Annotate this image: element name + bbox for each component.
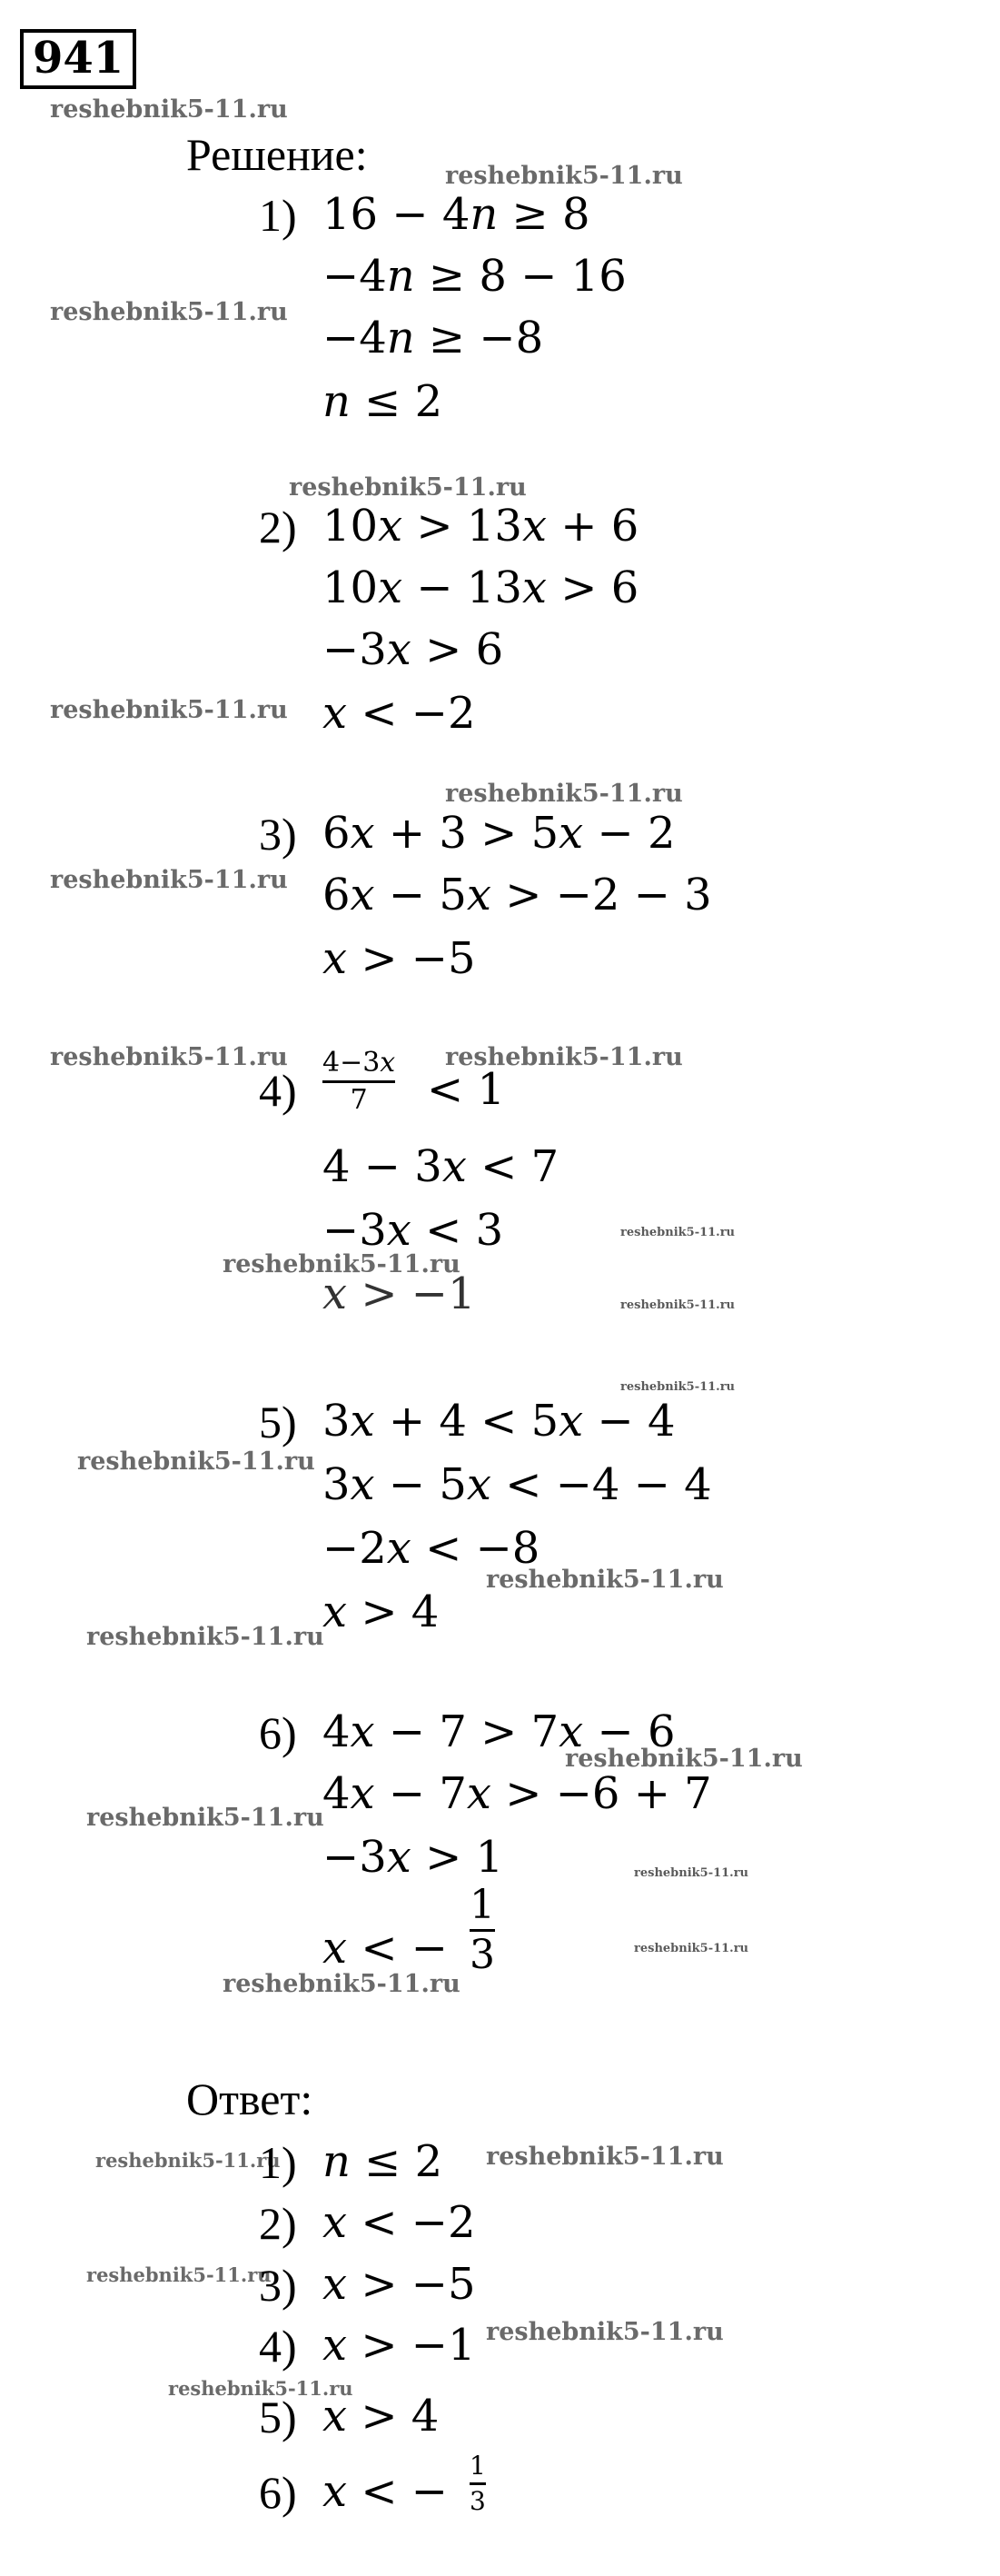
- fraction-numerator: 1: [470, 1882, 495, 1928]
- item-number: 6): [259, 1707, 297, 1758]
- math-line: 4 − 3𝑥 < 7: [322, 1141, 559, 1192]
- math-line: 3𝑥 − 5𝑥 < −4 − 4: [322, 1459, 712, 1510]
- watermark: reshebnik5-11.ru: [620, 1380, 736, 1394]
- math-line: 6𝑥 − 5𝑥 > −2 − 3: [322, 870, 712, 920]
- math-line: 𝑥 < −: [322, 1923, 449, 1974]
- math-line: −3𝑥 < 3: [322, 1205, 504, 1256]
- math-line: 𝑛 ≤ 2: [322, 376, 443, 427]
- watermark: reshebnik5-11.ru: [50, 866, 288, 894]
- answer-line: 𝑥 > −1: [322, 2320, 476, 2371]
- math-line: −3𝑥 > 1: [322, 1832, 504, 1883]
- answer-line: 𝑛 ≤ 2: [322, 2136, 443, 2187]
- math-line: 𝑥 < −2: [322, 688, 476, 739]
- fraction: [322, 1049, 395, 1114]
- answer-line: 𝑥 < −: [322, 2466, 449, 2517]
- math-line: 4𝑥 − 7 > 7𝑥 − 6: [322, 1706, 676, 1757]
- math-line: 4𝑥 − 7𝑥 > −6 + 7: [322, 1768, 712, 1819]
- answer-number: 3): [259, 2260, 297, 2311]
- answer-line: 𝑥 > 4: [322, 2391, 440, 2442]
- answer-number: 2): [259, 2198, 297, 2249]
- watermark: reshebnik5-11.ru: [620, 1298, 736, 1312]
- math-line: 𝑥 > −5: [322, 933, 476, 984]
- item-number: 4): [259, 1065, 297, 1116]
- answer-line: 𝑥 < −2: [322, 2197, 476, 2248]
- math-line: −3𝑥 > 6: [322, 624, 504, 675]
- fraction-numerator: 4−3𝑥: [322, 1047, 396, 1079]
- fraction-denominator: 3: [470, 1932, 495, 1978]
- watermark: reshebnik5-11.ru: [289, 473, 527, 502]
- math-line: −4𝑛 ≥ −8: [322, 313, 544, 363]
- watermark: reshebnik5-11.ru: [50, 696, 288, 724]
- item-number: 2): [259, 502, 297, 552]
- watermark: reshebnik5-11.ru: [86, 1804, 324, 1832]
- fraction-denominator: 7: [350, 1084, 368, 1116]
- watermark: reshebnik5-11.ru: [445, 780, 683, 808]
- math-line: 3𝑥 + 4 < 5𝑥 − 4: [322, 1396, 676, 1447]
- watermark: reshebnik5-11.ru: [95, 2149, 281, 2172]
- fraction-bar: [322, 1080, 395, 1083]
- watermark: reshebnik5-11.ru: [77, 1447, 315, 1476]
- solution-heading: Решение:: [186, 129, 368, 180]
- watermark: reshebnik5-11.ru: [486, 2143, 724, 2171]
- math-line: 𝑥 > 4: [322, 1586, 440, 1637]
- item-number: 5): [259, 1397, 297, 1447]
- math-line: −4𝑛 ≥ 8 − 16: [322, 251, 627, 302]
- answer-number: 1): [259, 2137, 297, 2188]
- fraction-denominator: 3: [470, 2486, 486, 2516]
- answer-number: 4): [259, 2321, 297, 2372]
- math-line: < 1: [427, 1064, 506, 1115]
- answer-heading: Ответ:: [186, 2074, 313, 2124]
- watermark: reshebnik5-11.ru: [565, 1745, 803, 1773]
- fraction: [470, 1882, 495, 1978]
- fraction-bar: [470, 2482, 486, 2485]
- math-line: −2𝑥 < −8: [322, 1523, 540, 1574]
- answer-number: 5): [259, 2392, 297, 2442]
- fraction-numerator: 1: [470, 2451, 486, 2481]
- watermark: reshebnik5-11.ru: [86, 2263, 272, 2286]
- watermark: reshebnik5-11.ru: [486, 2318, 724, 2346]
- watermark: reshebnik5-11.ru: [168, 2377, 353, 2400]
- answer-number: 6): [259, 2467, 297, 2518]
- watermark: reshebnik5-11.ru: [50, 298, 288, 326]
- watermark: reshebnik5-11.ru: [50, 1043, 288, 1071]
- math-line: 16 − 4𝑛 ≥ 8: [322, 189, 590, 240]
- math-line: 10𝑥 − 13𝑥 > 6: [322, 562, 639, 613]
- watermark: reshebnik5-11.ru: [445, 162, 683, 190]
- watermark: reshebnik5-11.ru: [634, 1866, 749, 1880]
- math-line: 10𝑥 > 13𝑥 + 6: [322, 501, 639, 552]
- watermark: reshebnik5-11.ru: [223, 1250, 460, 1278]
- watermark: reshebnik5-11.ru: [445, 1043, 683, 1071]
- math-line: 𝑥 > −1: [322, 1268, 476, 1319]
- watermark: reshebnik5-11.ru: [86, 1623, 324, 1651]
- watermark: reshebnik5-11.ru: [223, 1970, 460, 1998]
- item-number: 3): [259, 809, 297, 860]
- item-number: 1): [259, 190, 297, 241]
- watermark: reshebnik5-11.ru: [50, 95, 288, 124]
- math-line: 6𝑥 + 3 > 5𝑥 − 2: [322, 808, 676, 859]
- fraction: [470, 2453, 486, 2514]
- problem-number: 941: [20, 29, 136, 89]
- watermark: reshebnik5-11.ru: [620, 1226, 736, 1239]
- watermark: reshebnik5-11.ru: [486, 1566, 724, 1594]
- answer-line: 𝑥 > −5: [322, 2259, 476, 2310]
- watermark: reshebnik5-11.ru: [634, 1942, 749, 1955]
